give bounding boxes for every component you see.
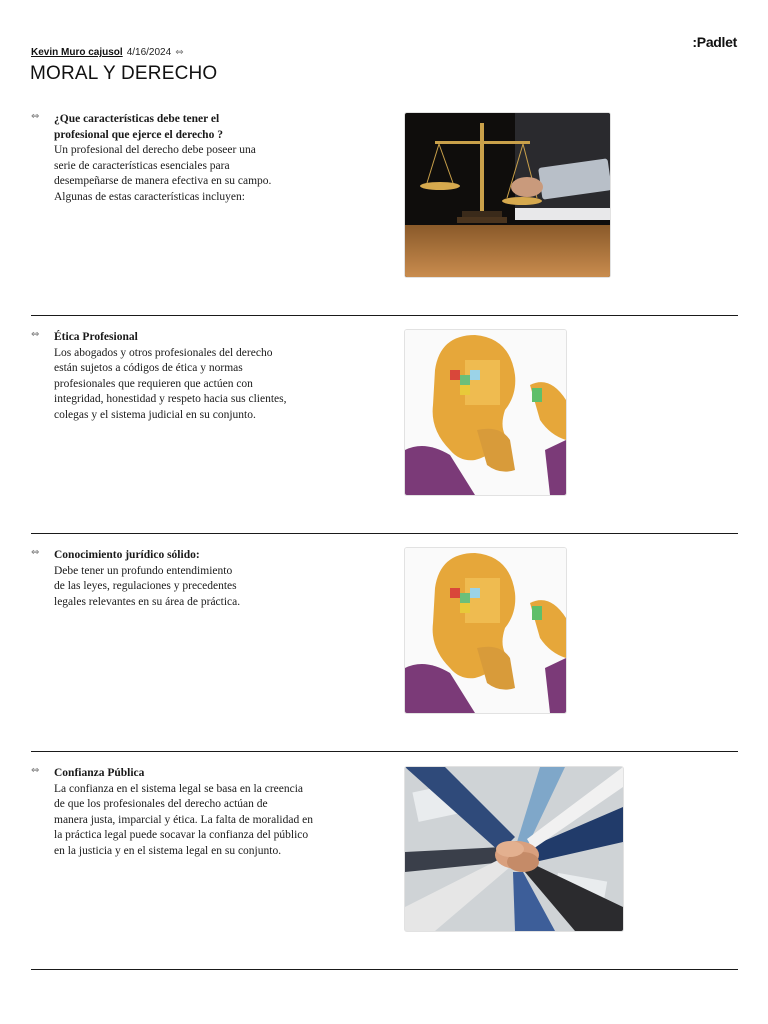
puzzle-head-illustration xyxy=(405,548,566,713)
link-icon[interactable]: ⇔ xyxy=(175,46,184,58)
link-icon[interactable]: ⇔ xyxy=(31,111,40,122)
padlet-logo[interactable]: :Padlet xyxy=(692,34,737,50)
post-divider xyxy=(31,969,738,970)
post-divider xyxy=(31,533,738,534)
puzzle-head-illustration xyxy=(405,330,566,495)
post-meta xyxy=(31,47,184,58)
post-title: ¿Que características debe tener el profesional que ejerce el derecho ? xyxy=(54,113,223,141)
page-title: MORAL Y DERECHO xyxy=(30,63,218,84)
link-icon[interactable]: ⇔ xyxy=(31,547,40,558)
author-link[interactable]: Kevin Muro cajusol xyxy=(31,47,123,58)
post-title: Ética Profesional xyxy=(54,331,138,343)
post-body: Un profesional del derecho debe poseer una serie de características esenciales para desempeñarse de manera efectiva en su campo. Algunas de estas características incluyen: xyxy=(54,144,272,203)
post-body: La confianza en el sistema legal se basa en la creencia de que los profesionales del derecho actúan de manera justa, imparcial y ética. La falta de moralidad en la práctica legal puede socavar la confianza del público en la justicia y en el sistema legal en su conjunto. xyxy=(54,782,313,857)
post-divider xyxy=(31,751,738,752)
post-date: 4/16/2024 xyxy=(126,47,172,58)
post-title: Confianza Pública xyxy=(54,767,145,779)
team-hands-photo xyxy=(405,767,623,931)
post-title: Conocimiento jurídico sólido: xyxy=(54,549,200,561)
link-icon[interactable]: ⇔ xyxy=(31,329,40,340)
scales-of-justice-photo xyxy=(405,113,610,277)
post-body: Debe tener un profundo entendimiento de las leyes, regulaciones y precedentes legales relevantes en su área de práctica. xyxy=(54,564,241,608)
link-icon[interactable]: ⇔ xyxy=(31,765,40,776)
post-divider xyxy=(31,315,738,316)
post-body: Los abogados y otros profesionales del derecho están sujetos a códigos de ética y normas profesionales que requieren que actúen con integridad, honestidad y respeto hacia sus clientes, colegas y el sistema judicial en su conjunto. xyxy=(54,346,287,421)
